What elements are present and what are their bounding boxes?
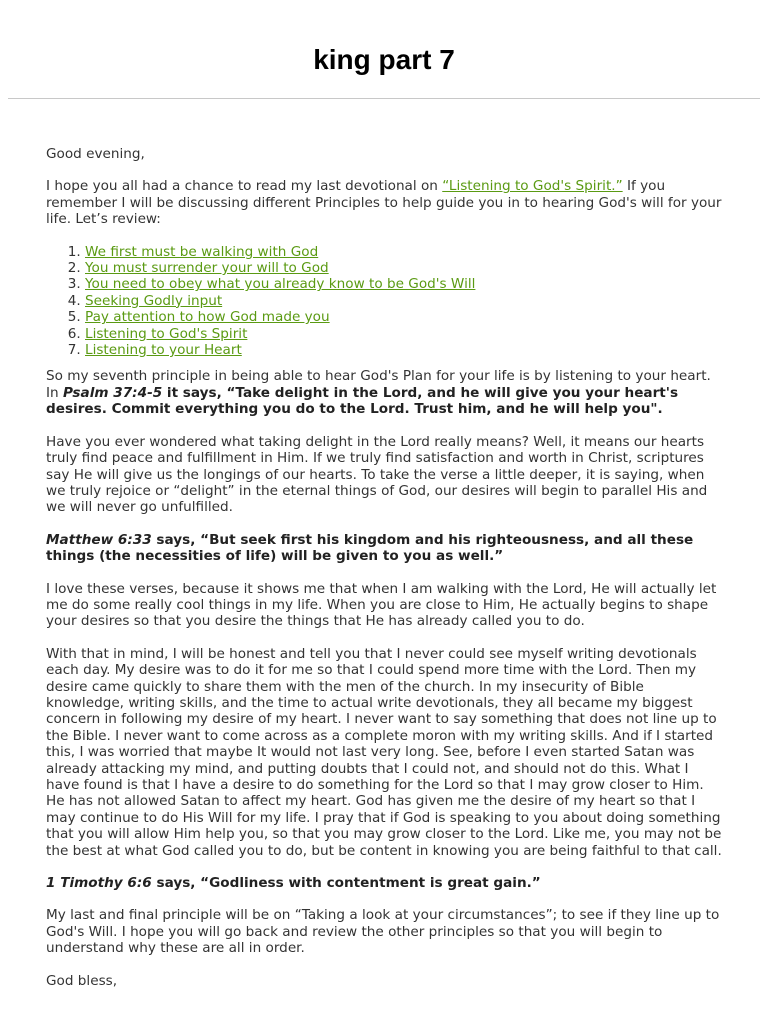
seventh-principle-paragraph <box>46 368 726 417</box>
principle-link-5[interactable]: Pay attention to how God made you <box>85 309 330 326</box>
matthew-reference: Matthew 6:33 <box>46 531 152 548</box>
list-item <box>85 342 726 358</box>
intro-paragraph <box>46 178 726 227</box>
article-body <box>46 146 726 1005</box>
principle-link-7[interactable]: Listening to your Heart <box>85 342 242 359</box>
final-principle-paragraph: My last and final principle will be on “Taking a look at your circumstances”; to see if they line up to God's Will. I hope you will go back and review the other principles so that you will begin to understand why these are all in order. <box>46 907 720 957</box>
principle-link-4[interactable]: Seeking Godly input <box>85 292 223 309</box>
love-verses-paragraph: I love these verses, because it shows me that when I am walking with the Lord, He will actually let me do some really cool things in my life. When you are close to Him, He actually begins to shape your desires so that you desire the things that He has already called you to do. <box>46 580 717 630</box>
principle-link-3[interactable]: You need to obey what you already know to be God's Will <box>85 276 476 293</box>
principle-link-1[interactable]: We first must be walking with God <box>85 243 319 260</box>
testimony-paragraph: With that in mind, I will be honest and tell you that I never could see myself writing devotionals each day. My desire was to do it for me so that I could spend more time with the Lord. Then my desire came quickly to share them with the men of the church. In my insecurity of Bible knowledge, writing skills, and the time to actual write devotionals, they all became my biggest concern in following my desire of my heart. I never want to say something that does not line up to the Bible. I never want to come across as a complete moron with my writing skills. And if I started this, I was worried that maybe It would not last very long. See, before I even started Satan was already attacking my mind, and putting doubts that I could not, and should not do this. What I have found is that I have a desire to do something for the Lord so that I may grow closer to Him. He has not allowed Satan to affect my heart. God has given me the desire of my heart so that I may continue to do His Will for my life. I pray that if God is speaking to you about doing something that you will allow Him help you, so that you may grow closer to the Lord. Like me, you may not be the best at what God called you to do, but be content in knowing you are being faithful to that call. <box>46 645 722 859</box>
seventh-principle-text: So my seventh principle in being able to hear God's Plan for your life is by listening to your heart. In <box>46 368 711 401</box>
intro-text-continued: If you remember I will be discussing different Principles to help guide you in to hearing God's will for your life. Let’s review: <box>46 178 722 228</box>
timothy-quote: says, “Godliness with contentment is great gain.” <box>151 875 541 892</box>
principle-link-2[interactable]: You must surrender your will to God <box>85 260 329 277</box>
principle-link-6[interactable]: Listening to God's Spirit <box>85 325 248 342</box>
list-item <box>85 309 726 325</box>
list-item <box>85 293 726 309</box>
principles-list <box>46 244 726 359</box>
matthew-quote: says, “But seek first his kingdom and his righteousness, and all these things (the necessities of life) will be given to you as well.” <box>46 531 694 565</box>
list-item <box>85 260 726 276</box>
psalm-reference: Psalm 37:4-5 <box>62 384 163 401</box>
matthew-paragraph <box>46 532 726 565</box>
closing: God bless, <box>46 972 118 989</box>
delight-paragraph: Have you ever wondered what taking delight in the Lord really means? Well, it means our hearts truly find peace and fulfillment in Him. If we truly find satisfaction and worth in Christ, scriptures say He will give us the longings of our hearts. To take the verse a little deeper, it is saying, when we truly rejoice or “delight” in the eternal things of God, our desires will begin to parallel His and we will never go unfulfilled. <box>46 433 708 516</box>
list-item <box>85 326 726 342</box>
listening-to-gods-spirit-link[interactable]: “Listening to God's Spirit.” <box>442 178 623 195</box>
greeting: Good evening, <box>46 146 145 162</box>
page-title: king part 7 <box>313 44 455 75</box>
psalm-quote: it says, “Take delight in the Lord, and he will give you your heart's desires. Commit everything you do to the Lord. Trust him, and he will help you". <box>46 384 679 418</box>
list-item <box>85 276 726 292</box>
timothy-reference: 1 Timothy 6:6 <box>46 875 152 892</box>
timothy-paragraph <box>46 875 726 891</box>
list-item <box>85 244 726 260</box>
intro-text: I hope you all had a chance to read my last devotional on <box>46 178 443 195</box>
title-divider <box>8 98 760 99</box>
